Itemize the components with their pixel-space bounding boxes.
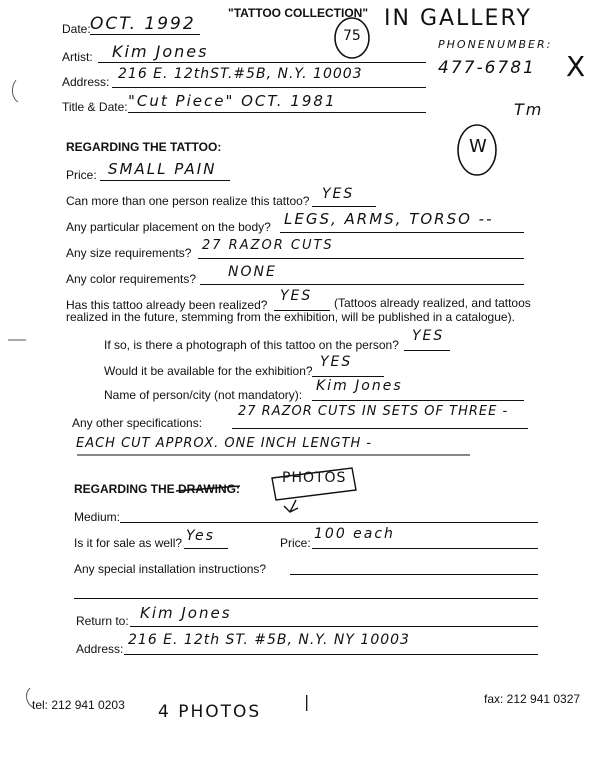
for-sale-answer: Yes	[186, 528, 215, 544]
name-city-line	[312, 400, 524, 401]
size-answer: 27 RAZOR CUTS	[202, 238, 334, 253]
name-city-question: Name of person/city (not mandatory):	[104, 388, 303, 402]
tel-number: tel: 212 941 0203	[32, 698, 125, 712]
realized-note-line-1: (Tattoos already realized, and tattoos	[334, 296, 531, 310]
realized-question: Has this tattoo already been realized?	[66, 298, 268, 312]
for-sale-question: Is it for sale as well?	[74, 536, 183, 550]
size-question: Any size requirements?	[66, 246, 192, 260]
return-to-value: Kim Jones	[140, 604, 232, 622]
size-line	[198, 258, 524, 259]
available-answer: YES	[320, 354, 353, 370]
installation-line	[290, 574, 538, 575]
photos-box-note: PHOTOS	[282, 470, 347, 486]
drawing-price-line	[312, 548, 538, 549]
return-address-value: 216 E. 12th ST. #5B, N.Y. NY 10003	[128, 632, 410, 648]
phone-value: 477-6781	[438, 58, 536, 78]
initials-note: Tm	[514, 100, 544, 119]
photograph-line	[404, 350, 450, 351]
section-drawing-heading: REGARDING THE	[74, 482, 175, 496]
section-tattoo-heading: REGARDING THE TATTOO:	[66, 140, 222, 154]
realized-answer: YES	[280, 288, 313, 304]
more-than-one-answer: YES	[322, 186, 355, 202]
placement-answer: LEGS, ARMS, TORSO --	[284, 210, 494, 228]
color-question: Any color requirements?	[66, 272, 197, 286]
installation-question: Any special installation instructions?	[74, 562, 267, 576]
four-photos-note: 4 PHOTOS	[158, 702, 262, 722]
other-specs-question: Any other specifications:	[72, 416, 203, 430]
available-line	[312, 376, 384, 377]
artist-label: Artist:	[62, 50, 93, 64]
address-line	[112, 87, 426, 88]
tick-mark: |	[304, 692, 312, 711]
other-specs-line	[232, 428, 528, 429]
return-address-line	[124, 654, 538, 655]
more-than-one-question: Can more than one person realize this tattoo?	[66, 194, 310, 208]
placement-line	[280, 232, 524, 233]
other-specs-answer-1: 27 RAZOR CUTS IN SETS OF THREE -	[238, 404, 509, 419]
phone-label: PHONENUMBER:	[438, 38, 553, 51]
price-line	[100, 180, 230, 181]
return-line	[130, 626, 538, 627]
date-label: Date:	[62, 22, 91, 36]
circled-number: 75	[343, 28, 361, 44]
price-value: SMALL PAIN	[108, 160, 217, 178]
artist-value: Kim Jones	[112, 42, 209, 61]
name-city-answer: Kim Jones	[316, 378, 403, 394]
color-answer: NONE	[228, 264, 277, 280]
medium-label: Medium:	[74, 510, 121, 524]
other-specs-answer-2: EACH CUT APPROX. ONE INCH LENGTH -	[76, 436, 373, 451]
date-value: OCT. 1992	[90, 14, 196, 34]
address-label: Address:	[62, 75, 110, 89]
artist-line	[98, 62, 426, 63]
margin-mark	[12, 80, 18, 102]
placement-question: Any particular placement on the body?	[66, 220, 271, 234]
price-label: Price:	[66, 168, 97, 182]
for-sale-line	[184, 548, 228, 549]
address-value: 216 E. 12thST.#5B, N.Y. 10003	[118, 66, 363, 82]
available-question: Would it be available for the exhibition?	[104, 364, 313, 378]
medium-line	[120, 522, 538, 523]
color-line	[200, 284, 524, 285]
more-than-one-line	[312, 206, 376, 207]
x-mark: X	[566, 50, 588, 83]
realized-note-line-2: realized in the future, stemming from the exhibition, will be published in a catalogue).	[66, 310, 515, 324]
installation-line-2	[74, 598, 538, 599]
arrow-mark	[284, 500, 298, 512]
in-gallery-note: IN GALLERY	[384, 6, 532, 31]
title-date-label: Title & Date:	[62, 100, 128, 114]
fax-number: fax: 212 941 0327	[484, 692, 581, 706]
photograph-answer: YES	[412, 328, 445, 344]
circled-w: W	[469, 136, 489, 157]
drawing-price-value: 100 each	[314, 526, 395, 542]
date-line	[90, 34, 200, 35]
photograph-question: If so, is there a photograph of this tattoo on the person?	[104, 338, 399, 352]
section-drawing-struck: DRAWING:	[178, 482, 240, 496]
return-address-label: Address:	[76, 642, 124, 656]
return-label: Return to:	[76, 614, 129, 628]
title-date-value: "Cut Piece" OCT. 1981	[128, 92, 337, 110]
drawing-price-label: Price:	[280, 536, 311, 550]
title-date-line	[128, 112, 426, 113]
form-title: "TATTOO COLLECTION"	[228, 6, 369, 20]
